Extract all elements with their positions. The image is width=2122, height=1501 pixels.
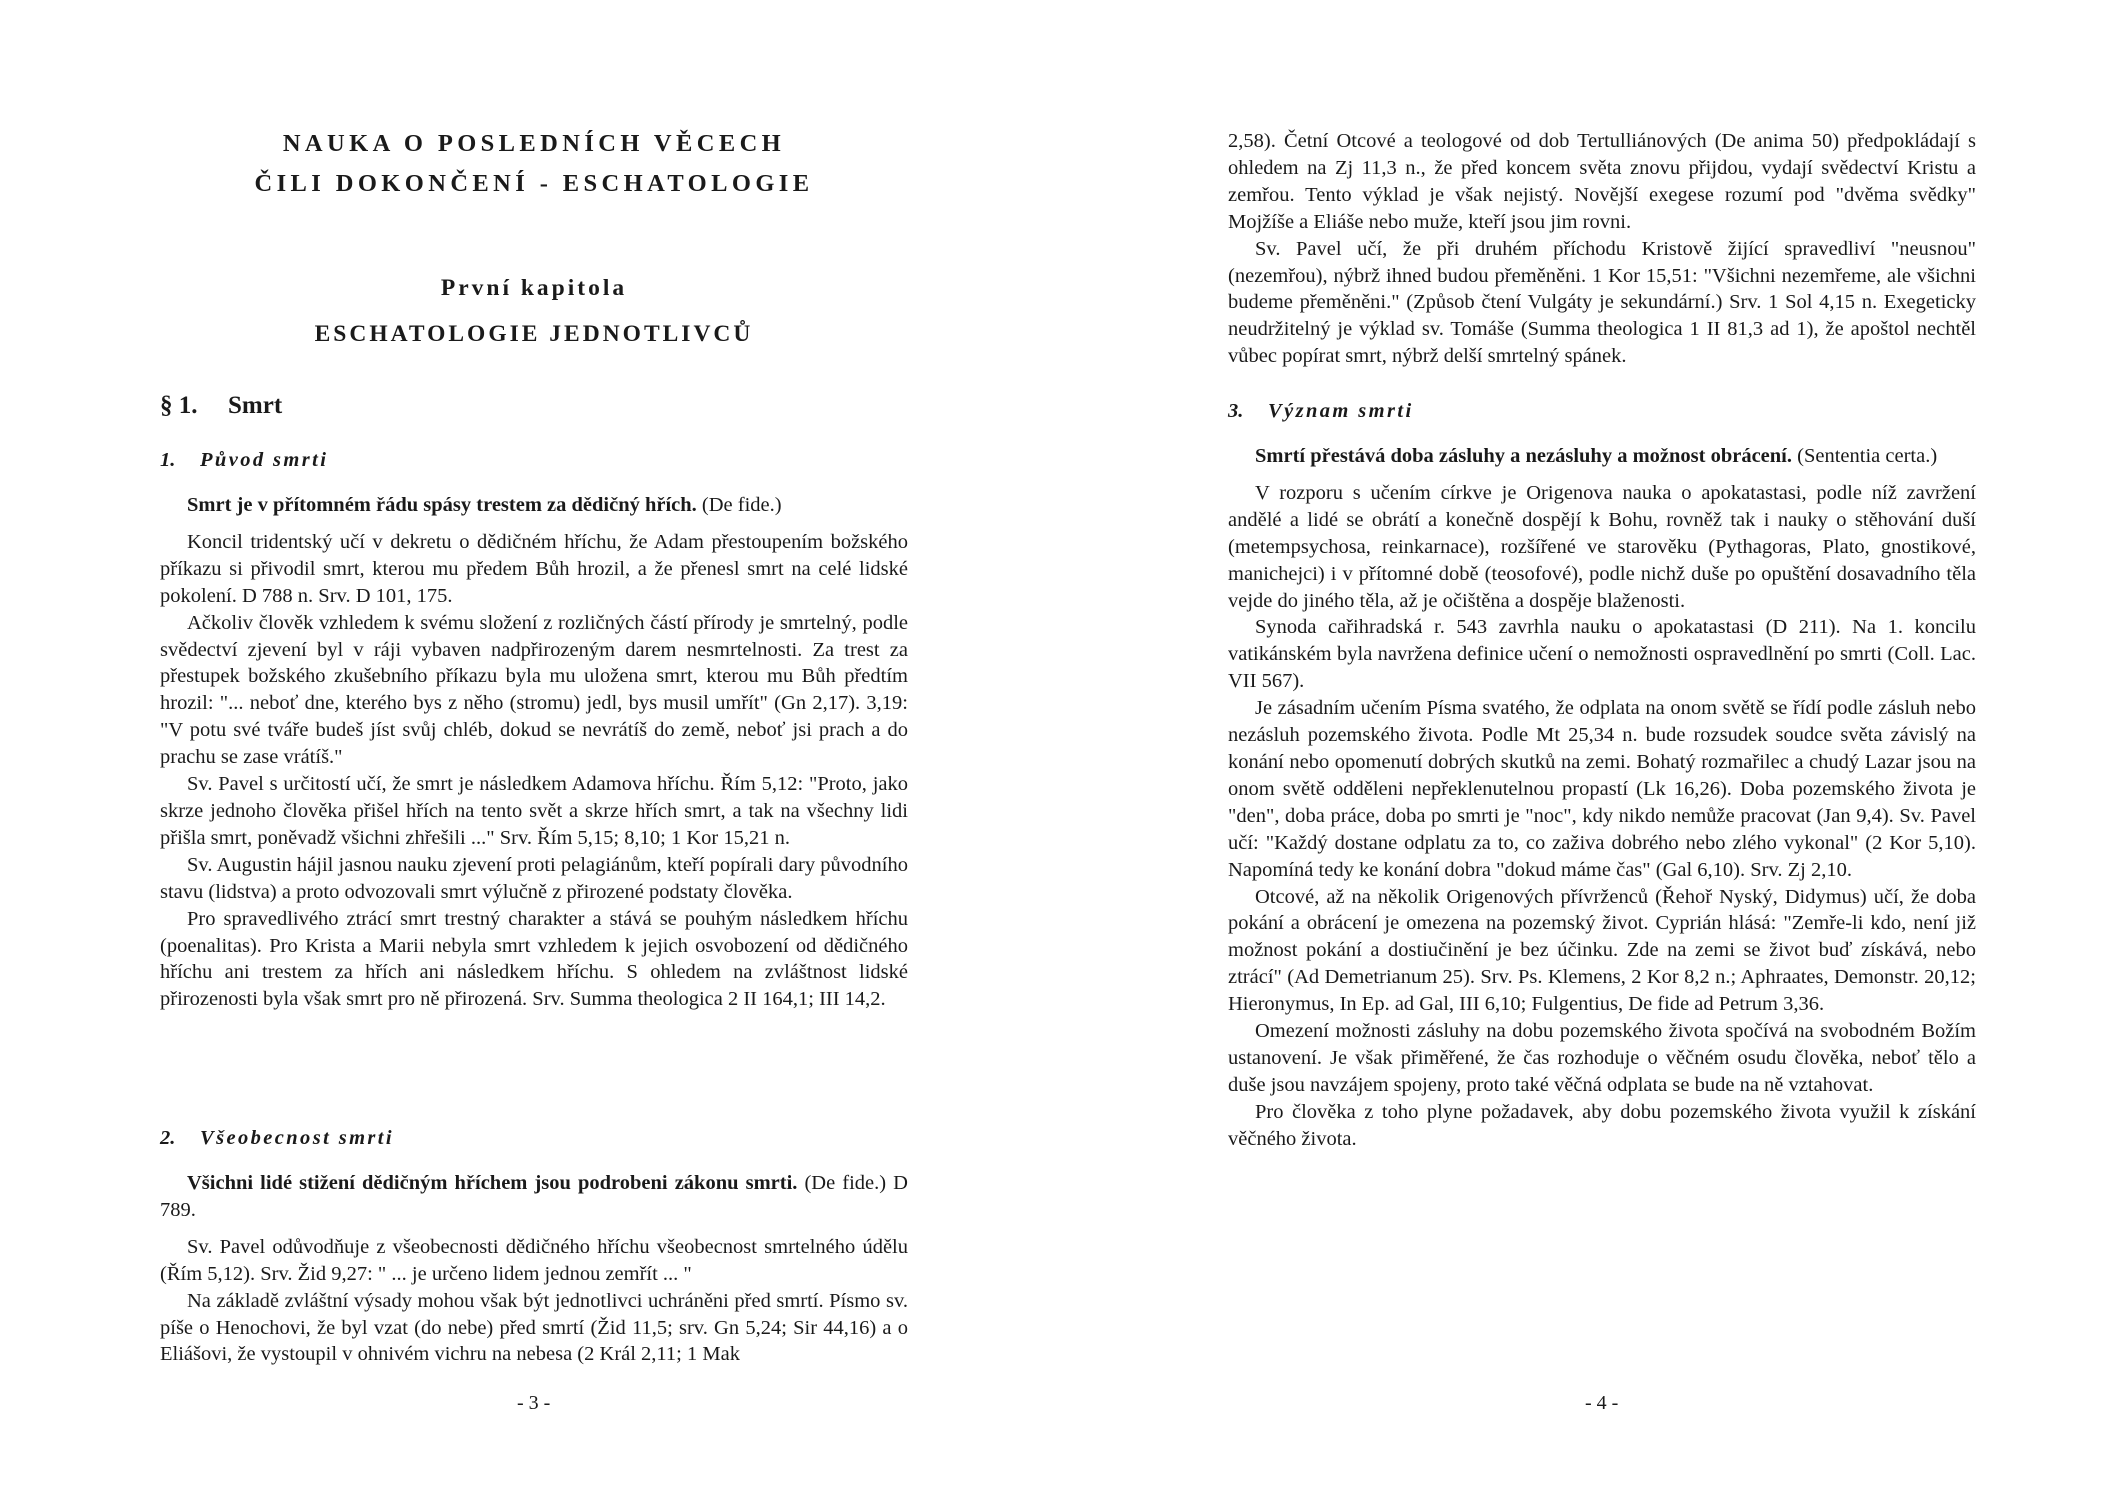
- paragraph: Sv. Pavel učí, že při druhém příchodu Kristově žijící spravedliví "neusnou" (nezemřou), nýbrž ihned budou přeměněni. 1 Kor 15,51: "Všichni nezemřeme, ale všichni budeme přeměněni." (Způsob čtení Vulgáty je sekundární.) Srv. 1 Sol 4,15 n. Exegeticky neudržitelný je výklad sv. Tomáše (Summa theologica 1 II 81,3 ad 1), že apoštol nechtěl vůbec popírat smrt, nýbrž delší smrtelný spánek.: [1228, 237, 1976, 368]
- book-title-line-1: NAUKA O POSLEDNÍCH VĚCECH: [282, 130, 786, 157]
- section-number: § 1.: [160, 392, 198, 419]
- subsection-title: Všeobecnost smrti: [200, 1127, 394, 1149]
- paragraph: Pro člověka z toho plyne požadavek, aby dobu pozemského života využil k získání věčného života.: [1228, 1100, 1976, 1150]
- chapter-label: První kapitola: [440, 275, 628, 301]
- paragraph: Na základě zvláštní výsady mohou však být jednotlivci uchráněni před smrtí. Písmo sv. píše o Henochovi, že byl vzat (do nebe) před smrtí (Žid 11,5; srv. Gn 5,24; Sir 44,16) a o Eliášovi, že vystoupil v ohnivém vichru na nebesa (2 Král 2,11; 1 Mak: [160, 1289, 908, 1366]
- chapter-title: ESCHATOLOGIE JEDNOTLIVCŮ: [314, 321, 754, 347]
- subsection-heading-3: [1228, 400, 1414, 423]
- subsection-title: Význam smrti: [1268, 400, 1414, 422]
- body-text-block-4: [1228, 443, 1976, 1153]
- page-number: - 4 -: [1585, 1392, 1619, 1414]
- book-title-line-2: ČILI DOKONČENÍ - ESCHATOLOGIE: [254, 170, 814, 197]
- body-text-block-3: [1228, 128, 1976, 370]
- subsection-number: 1.: [160, 449, 176, 471]
- paragraph: Koncil tridentský učí v dekretu o dědičném hříchu, že Adam přestoupením božského příkazu si přivodil smrt, kterou mu předem Bůh hrozil, a že přenesl smrt na celé lidské pokolení. D 788 n. Srv. D 101, 175.: [160, 530, 908, 607]
- paragraph: Sv. Pavel s určitostí učí, že smrt je následkem Adamova hříchu. Řím 5,12: "Proto, jako skrze jednoho člověka přišel hřích na tento svět a skrze hřích smrt, a tak na všechny lidi přišla smrt, poněvadž všichni zhřešili ..." Srv. Řím 5,15; 8,10; 1 Kor 15,21 n.: [160, 773, 908, 849]
- left-page: [160, 0, 908, 1501]
- thesis-note: (Sententia certa.): [1792, 445, 1938, 467]
- right-page: [1228, 0, 1976, 1501]
- thesis-note: (De fide.) D 789.: [160, 1172, 908, 1221]
- thesis-bold: Smrt je v přítomném řádu spásy trestem za dědičný hřích.: [187, 494, 697, 516]
- paragraph: Ačkoliv člověk vzhledem k svému složení z rozličných částí přírody je smrtelný, podle svědectví zjevení byl v ráji vybaven nadpřirozeným darem nesmrtelnosti. Za trest za přestupek božského zkušebního příkazu byla mu uložena smrt, kterou mu Bůh předtím hrozil: "... neboť dne, kterého bys z něho (stromu) jedl, bys musil umřít" (Gn 2,17). 3,19: "V potu své tváře budeš jíst svůj chléb, dokud se nevrátíš do země, neboť jsi prach a do prachu se zase vrátíš.": [160, 611, 908, 769]
- thesis-statement: [1228, 443, 1976, 470]
- subsection-heading-1: [160, 449, 328, 472]
- paragraph: V rozporu s učením církve je Origenova nauka o apokatastasi, podle níž zavržení andělé a lidé se obrátí a konečně dospějí k Bohu, rovněž tak i nauky o stěhování duší (metempsychosa, reinkarnace), rozšířené ve starověku (Pythagoras, Plato, gnostikové, manichejci) i v přítomné době (teosofové), podle nichž duše po opuštění dosavadního těla vejde do jiného těla, až je očištěna a dospěje blaženosti.: [1228, 481, 1976, 612]
- subsection-number: 3.: [1228, 400, 1244, 422]
- section-title: Smrt: [228, 392, 283, 419]
- paragraph: Synoda cařihradská r. 543 zavrhla nauku o apokatastasi (D 211). Na 1. koncilu vatikánském byla navržena definice učení o nemožnosti ospravedlnění po smrti (Coll. Lac. VII 567).: [1228, 616, 1976, 693]
- subsection-number: 2.: [160, 1127, 176, 1149]
- paragraph: Sv. Pavel odůvodňuje z všeobecnosti dědičného hříchu všeobecnost smrtelného údělu (Řím 5,12). Srv. Žid 9,27: " ... je určeno lidem jednou zemřít ... ": [160, 1235, 908, 1285]
- section-heading: [160, 392, 282, 420]
- paragraph: Je zásadním učením Písma svatého, že odplata na onom světě se řídí podle zásluh nebo nezásluh pozemského života. Podle Mt 25,34 n. bude rozsudek soudce světa závislý na konání nebo opomenutí dobrých skutků na zemi. Bohatý rozmařilec a chudý Lazar jsou na onom světě odděleni nepřeklenutelnou propastí (Lk 16,26). Doba pozemského života je "den", doba práce, doba po smrti je "noc", kdy nikdo nemůže pracovat (Jan 9,4). Sv. Pavel učí: "Každý dostane odplatu za to, co zaživa dobrého nebo zlého vykonal" (2 Kor 5,10). Napomíná tedy ke konání dobra "dokud máme čas" (Gal 6,10). Srv. Zj 2,10.: [1228, 697, 1976, 881]
- paragraph: Omezení možnosti zásluhy na dobu pozemského života spočívá na svobodném Božím ustanovení. Je však přiměřené, že čas rozhoduje o věčném osudu člověka, neboť tělo a duše jsou navzájem spojeny, proto také věčná odplata se bude na ně vztahovat.: [1228, 1020, 1976, 1096]
- thesis-statement: [160, 492, 908, 519]
- paragraph: Sv. Augustin hájil jasnou nauku zjevení proti pelagiánům, kteří popírali dary původního stavu (lidstva) a proto odvozovali smrt výlučně z přirozené podstaty člověka.: [160, 853, 908, 903]
- thesis-bold: Smrtí přestává doba zásluhy a nezásluhy a možnost obrácení.: [1255, 445, 1793, 467]
- thesis-bold: Všichni lidé stižení dědičným hříchem jsou podrobeni zákonu smrti.: [187, 1172, 798, 1194]
- paragraph: Pro spravedlivého ztrácí smrt trestný charakter a stává se pouhým následkem hříchu (poenalitas). Pro Krista a Marii nebyla smrt vzhledem k jejich osvobození od dědičného hříchu ani trestem za hřích ani následkem hříchu. S ohledem na zvláštnost lidské přirozenosti byla však smrt pro ně přirozená. Srv. Summa theologica 2 II 164,1; III 14,2.: [160, 907, 908, 1011]
- thesis-statement: [160, 1170, 908, 1224]
- page-number: - 3 -: [517, 1392, 551, 1414]
- subsection-heading-2: [160, 1127, 394, 1150]
- body-text-block-2: [160, 1170, 908, 1368]
- thesis-note: (De fide.): [696, 494, 782, 516]
- body-text-block-1: [160, 492, 908, 1013]
- subsection-title: Původ smrti: [200, 449, 329, 471]
- paragraph: Otcové, až na několik Origenových přívrženců (Řehoř Nyský, Didymus) učí, že doba pokání a obrácení je omezena na pozemský život. Cyprián hlásá: "Zemře-li kdo, není již možnost pokání a dostiučinění je bez účinku. Zde na zemi se život buď získává, nebo ztrácí" (Ad Demetrianum 25). Srv. Ps. Klemens, 2 Kor 8,2 n.; Aphraates, Demonstr. 20,12; Hieronymus, In Ep. ad Gal, III 6,10; Fulgentius, De fide ad Petrum 3,36.: [1228, 885, 1976, 1016]
- paragraph: 2,58). Četní Otcové a teologové od dob Tertulliánových (De anima 50) předpokládají s ohledem na Zj 11,3 n., že před koncem světa znovu přijdou, vydají svědectví Kristu a zemřou. Tento výklad je však nejistý. Novější exegese rozumí pod "dvěma svědky" Mojžíše a Eliáše nebo muže, kteří jsou jim rovni.: [1228, 130, 1976, 233]
